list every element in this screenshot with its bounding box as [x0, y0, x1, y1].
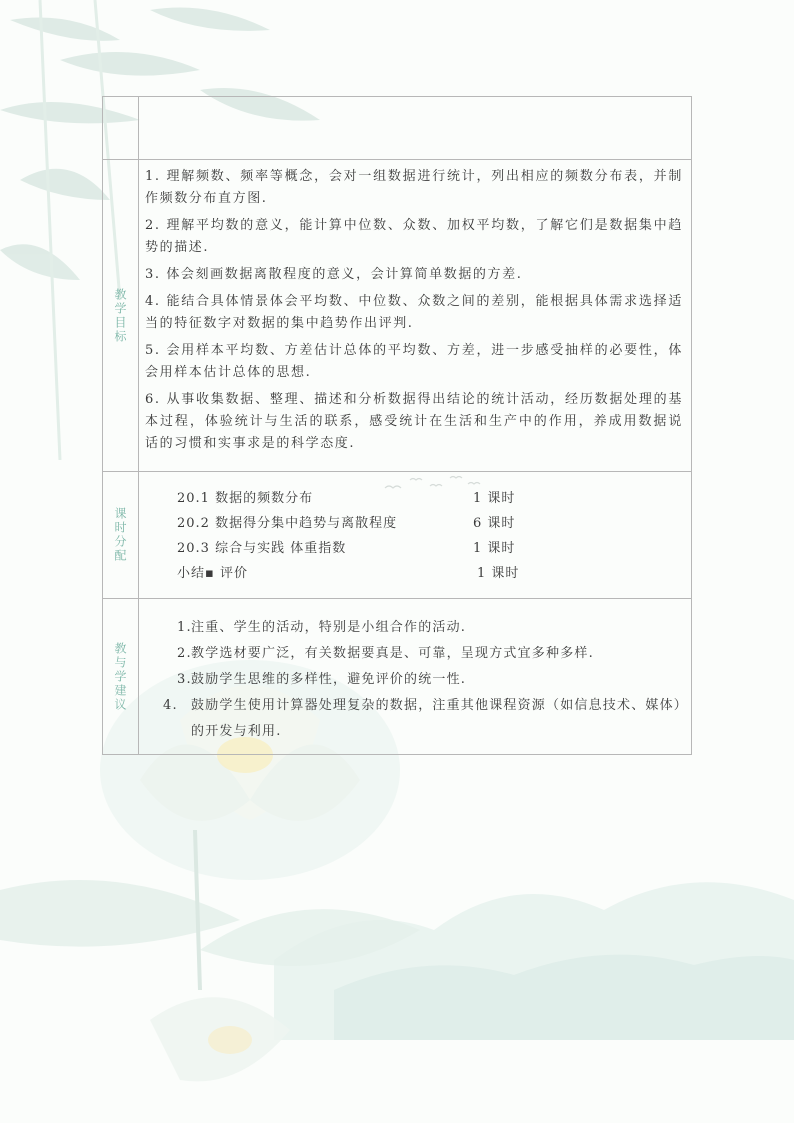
- schedule-item-hours: 6 课时: [473, 516, 516, 531]
- objectives-label-cell: [103, 160, 139, 471]
- schedule-item-title: 20.2 数据得分集中趋势与离散程度: [177, 516, 398, 531]
- objective-item: 2. 理解平均数的意义，能计算中位数、众数、加权平均数，了解它们是数据集中趋势的描述.: [145, 218, 683, 255]
- table-row-schedule: [103, 471, 691, 598]
- schedule-item-hours: 1 课时: [477, 566, 520, 581]
- schedule-content-cell: [139, 472, 691, 598]
- objectives-content-cell: [139, 160, 691, 471]
- schedule-label-cell: [103, 472, 139, 598]
- suggestion-text: 注重、学生的活动，特别是小组合作的活动.: [191, 620, 467, 635]
- suggestion-text: 鼓励学生思维的多样性，避免评价的统一性.: [191, 672, 467, 687]
- schedule-item-hours: 1 课时: [473, 541, 516, 556]
- suggestions-label: 教与学建议: [113, 641, 127, 712]
- suggestion-number: 1.: [177, 620, 192, 635]
- suggestion-item: [177, 615, 683, 641]
- schedule-item-title: 20.3 综合与实践 体重指数: [177, 541, 347, 556]
- table-row-top: [103, 97, 691, 159]
- schedule-item-title: 20.1 数据的频数分布: [177, 491, 314, 506]
- suggestion-item: [163, 693, 683, 745]
- objective-item: 4. 能结合具体情景体会平均数、中位数、众数之间的差别，能根据具体需求选择适当的特征数字对数据的集中趋势作出评判.: [145, 294, 683, 331]
- schedule-list: [145, 472, 683, 584]
- suggestion-number: 4.: [163, 698, 178, 713]
- objectives-label: 教学目标: [113, 287, 127, 344]
- schedule-item-hours: 1 课时: [473, 491, 516, 506]
- suggestions-label-cell: [103, 599, 139, 754]
- table-row-objectives: [103, 159, 691, 471]
- row-label-cell: [103, 97, 139, 159]
- suggestion-number: 3.: [177, 672, 192, 687]
- schedule-item: [177, 484, 683, 509]
- schedule-item: [177, 509, 683, 534]
- suggestion-item: [177, 641, 683, 667]
- suggestion-text: 教学选材要广泛，有关数据要真是、可靠，呈现方式宜多种多样.: [191, 646, 594, 661]
- suggestion-number: 2.: [177, 646, 192, 661]
- objective-item: 5. 会用样本平均数、方差估计总体的平均数、方差，进一步感受抽样的必要性，体会用样本估计总体的思想.: [145, 343, 683, 380]
- suggestions-content-cell: [139, 599, 691, 754]
- objective-item: 6. 从事收集数据、整理、描述和分析数据得出结论的统计活动，经历数据处理的基本过程，体验统计与生活的联系，感受统计在生活和生产中的作用，养成用数据说话的习惯和实事求是的科学态度.: [145, 392, 683, 451]
- schedule-item: [177, 559, 683, 584]
- row-content-cell: [139, 97, 691, 159]
- table-row-suggestions: [103, 598, 691, 754]
- suggestion-text: 鼓励学生使用计算器处理复杂的数据，注重其他课程资源（如信息技术、媒体）的开发与利用.: [191, 698, 682, 739]
- objective-item: 1. 理解频数、频率等概念，会对一组数据进行统计，列出相应的频数分布表，并制作频数分布直方图.: [145, 169, 683, 206]
- lesson-plan-table: [102, 96, 692, 755]
- suggestions-list: [145, 599, 683, 745]
- objectives-list: [145, 160, 683, 455]
- objective-item: 3. 体会刻画数据离散程度的意义，会计算简单数据的方差.: [145, 267, 523, 282]
- schedule-label: 课时分配: [113, 507, 127, 563]
- suggestion-item: [177, 667, 683, 693]
- schedule-item: [177, 534, 683, 559]
- schedule-item-title: 小结▪ 评价: [177, 566, 248, 581]
